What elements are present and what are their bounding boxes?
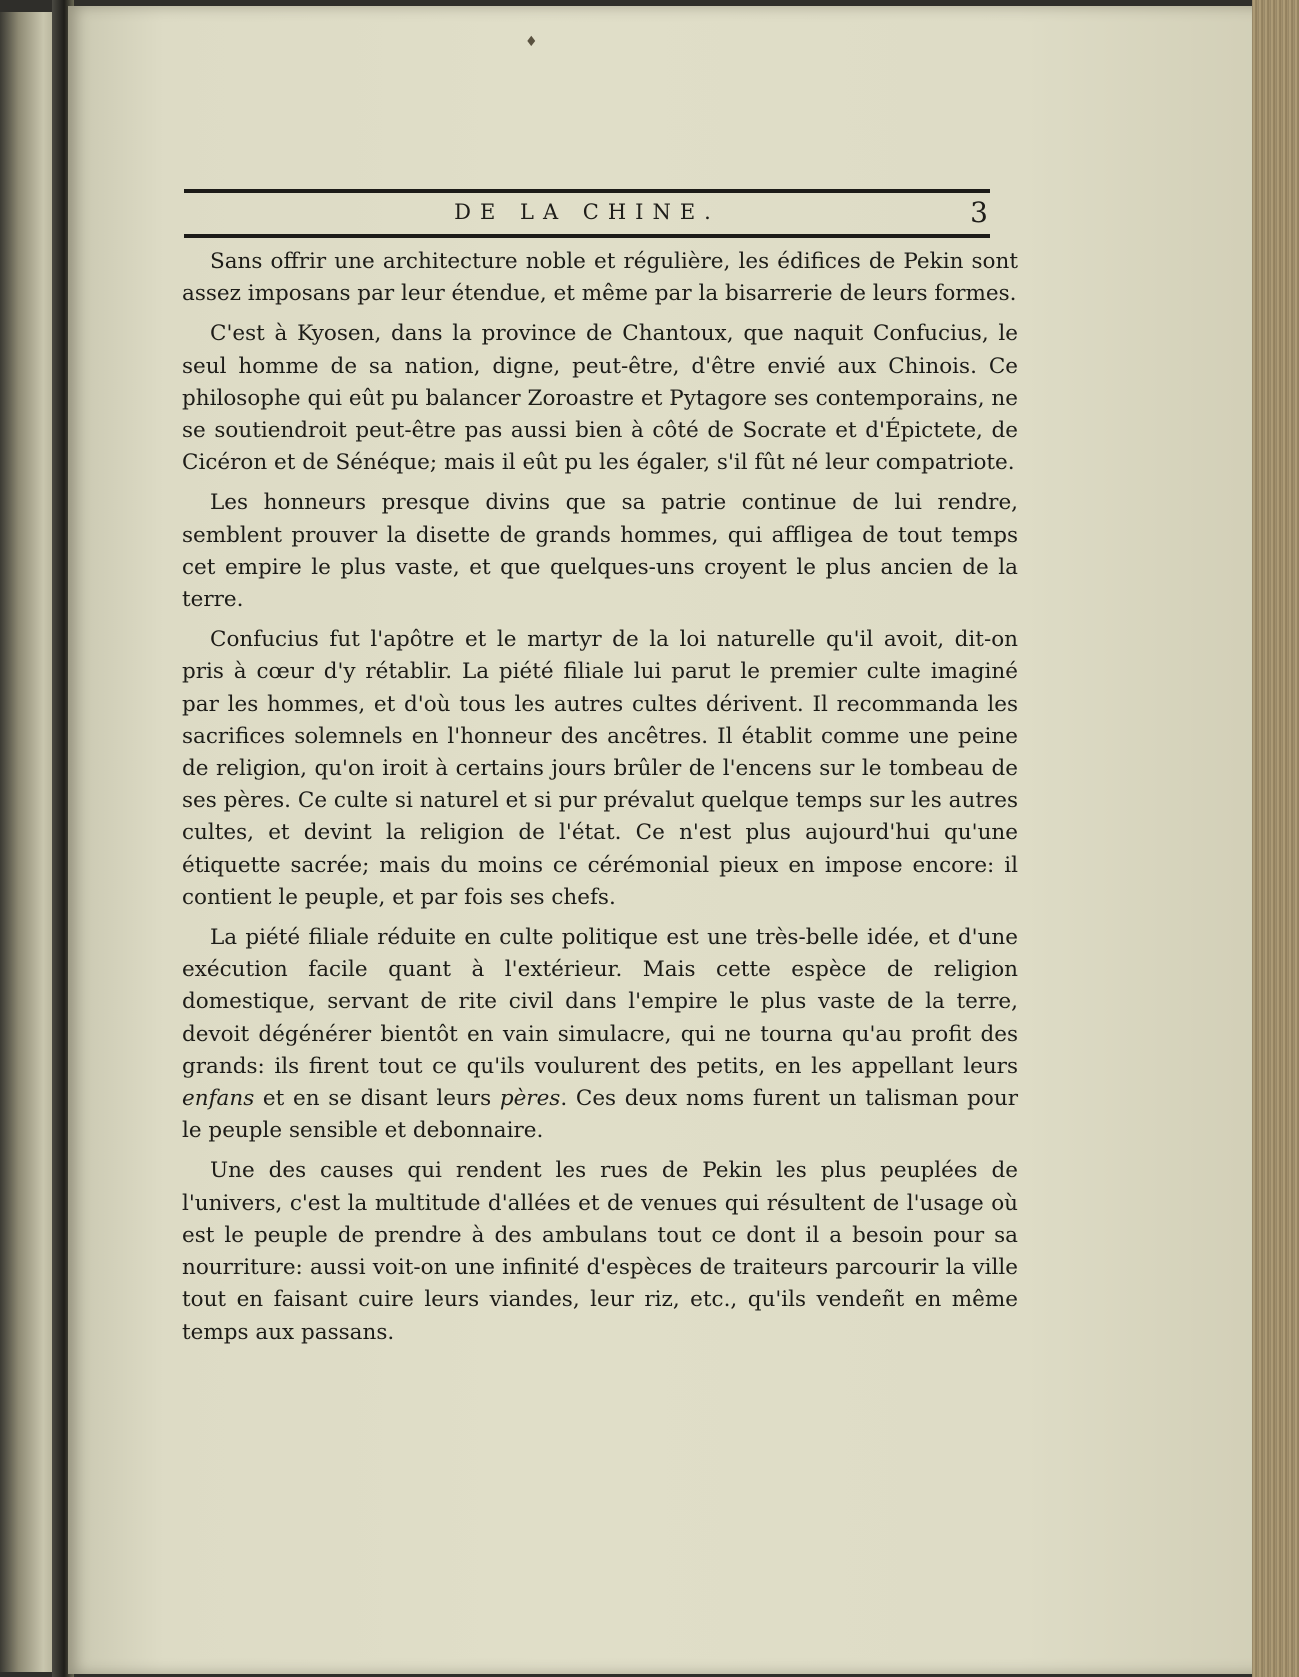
paragraph-5-part-3: . Ces deux noms furent un talisman pour le peuple sensible et debonnaire. (182, 1086, 1018, 1144)
paragraph-5 (182, 922, 1018, 1147)
paragraph-5-part-1: La piété filiale réduite en culte politique est une très-belle idée, et d'une exécution facile quant à l'extérieur. Mais cette espèce de religion domestique, servant de rite civil dans l'empire le plus vaste de la terre, devoit dégénérer bientôt en vain simulacre, qui ne tourna qu'au profit des grands: ils firent tout ce qu'ils voulurent des petits, en les appellant leurs (182, 925, 1018, 1079)
paragraph-3: Les honneurs presque divins que sa patrie continue de lui rendre, semblent prouver la disette de grands hommes, qui affligea de tout temps cet empire le plus vaste, et que quelques-uns croyent le plus ancien de la terre. (182, 490, 1018, 613)
page-number: 3 (970, 196, 988, 229)
italic-enfans: enfans (182, 1086, 255, 1112)
page-block-edge (1252, 0, 1299, 1677)
paragraph-4: Confucius fut l'apôtre et le martyr de la loi naturelle qu'il avoit, dit-on pris à cœur d'y rétablir. La piété filiale lui parut le premier culte imaginé par les hommes, et d'où tous les autres cultes dérivent. Il recommanda les sacrifices solemnels en l'honneur des ancêtres. Il établit comme une peine de religion, qu'on iroit à certains jours brûler de l'encens sur le tombeau de ses pères. Ce culte si naturel et si pur prévalut quelque temps sur les autres cultes, et devint la religion de l'état. Ce n'est plus aujourd'hui qu'une étiquette sacrée; mais du moins ce cérémonial pieux en impose encore: il contient le peuple, et par fois ses chefs. (182, 627, 1018, 910)
running-title: DE LA CHINE. (454, 200, 720, 224)
header-rule-top (184, 189, 990, 193)
paragraph-2: C'est à Kyosen, dans la province de Chantoux, que naquit Confucius, le seul homme de sa nation, digne, peut-être, d'être envié aux Chinois. Ce philosophe qui eût pu balancer Zoroastre et Pytagore ses contemporains, ne se soutiendroit peut-être pas aussi bien à côté de Socrate et d'Épictete, de Cicéron et de Sénéque; mais il eût pu les égaler, s'il fût né leur compatriote. (182, 321, 1018, 476)
italic-peres: pères (499, 1086, 561, 1112)
ink-speck: ♦ (525, 34, 538, 50)
running-head (184, 198, 990, 232)
body-text (182, 246, 1018, 1349)
paragraph-6: Une des causes qui rendent les rues de Pekin les plus peuplées de l'univers, c'est la multitude d'allées et de venues qui résultent de l'usage où est le peuple de prendre à des ambulans tout ce dont il a besoin pour sa nourriture: aussi voit-on une infinité d'espèces de traiteurs parcourir la ville tout en faisant cuire leurs viandes, leur riz, etc., qu'ils vendeñt en même temps aux passans. (182, 1158, 1018, 1345)
header-rule-bottom (184, 234, 990, 238)
paragraph-1: Sans offrir une architecture noble et régulière, les édifices de Pekin sont assez imposans par leur étendue, et même par la bisarrerie de leurs formes. (182, 249, 1018, 307)
paragraph-5-part-2: et en se disant leurs (254, 1086, 500, 1112)
